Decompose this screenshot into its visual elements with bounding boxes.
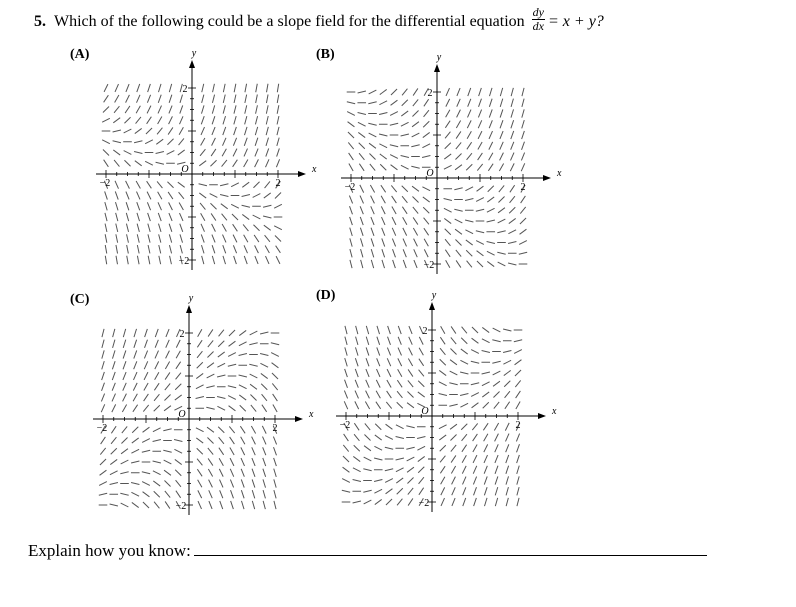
slope-segment xyxy=(504,370,511,375)
slope-segment xyxy=(419,370,424,377)
slope-segment xyxy=(462,466,466,474)
slope-segment xyxy=(461,424,467,430)
slope-segment xyxy=(388,337,391,345)
slope-segment xyxy=(377,347,380,355)
origin-label: O xyxy=(426,168,434,179)
slope-segment xyxy=(452,487,455,495)
slope-segment xyxy=(342,479,350,483)
slope-segment xyxy=(449,383,457,385)
slope-segment xyxy=(517,476,519,484)
slope-segment xyxy=(473,466,476,474)
choice-label-c: (C) xyxy=(70,292,90,307)
slope-segment xyxy=(397,488,403,494)
x-axis-label: x xyxy=(312,164,317,175)
slope-segment xyxy=(388,326,391,334)
slope-segment xyxy=(482,392,489,397)
x-tick-label-neg: −2 xyxy=(344,182,356,193)
slope-segment xyxy=(484,498,487,506)
slope-segment xyxy=(506,455,509,463)
slope-segment xyxy=(397,402,403,408)
y-tick-label-pos: 2 xyxy=(179,329,185,340)
slope-segment xyxy=(471,361,479,363)
slope-segment xyxy=(516,434,519,442)
slope-segment xyxy=(354,445,360,451)
slope-segment xyxy=(376,380,380,388)
slope-segment xyxy=(343,445,348,452)
slope-segment xyxy=(441,487,445,495)
origin-label: O xyxy=(181,164,189,175)
slope-segment xyxy=(377,326,380,334)
slope-segment xyxy=(355,347,358,355)
slope-segment xyxy=(484,466,487,474)
slope-segment xyxy=(385,436,393,440)
slope-segment xyxy=(441,477,445,484)
slope-segment xyxy=(353,501,361,503)
slope-segment xyxy=(495,498,497,506)
slope-segment xyxy=(495,476,498,484)
slope-segment xyxy=(482,327,489,332)
slope-segment xyxy=(408,369,413,376)
slope-segment xyxy=(492,340,500,342)
y-axis-label: y xyxy=(436,52,442,63)
slope-segment xyxy=(441,498,444,506)
slope-segment xyxy=(419,337,423,345)
slope-segment xyxy=(484,476,487,484)
slope-segment xyxy=(515,360,522,365)
slope-segment xyxy=(417,436,425,438)
slope-segment xyxy=(353,456,360,461)
slope-segment xyxy=(387,348,390,356)
slope-segment xyxy=(473,477,476,485)
slope-segment xyxy=(408,488,413,495)
slope-segment xyxy=(451,466,455,473)
slope-segment xyxy=(472,327,478,333)
slope-segment xyxy=(505,402,510,409)
x-tick-label-pos: 2 xyxy=(272,423,278,434)
slope-segment xyxy=(396,436,404,438)
slope-segment xyxy=(451,445,456,452)
slope-segment xyxy=(506,444,509,452)
slope-segment xyxy=(375,435,382,440)
slope-segment xyxy=(387,369,391,377)
slope-segment xyxy=(471,383,479,385)
choice-label-a: (A) xyxy=(70,47,90,62)
slope-segment xyxy=(376,402,381,409)
slope-segment xyxy=(440,359,446,365)
fraction-denominator: dx xyxy=(532,19,544,33)
slope-segment xyxy=(345,369,348,377)
slope-segment xyxy=(364,446,371,451)
fraction-numerator: dy xyxy=(532,5,544,19)
slope-segment xyxy=(408,380,413,387)
question-number: 5. xyxy=(34,13,46,31)
slope-segment xyxy=(450,348,456,354)
slope-segment xyxy=(354,434,359,441)
slope-segment xyxy=(515,380,520,387)
slope-segment xyxy=(439,370,446,375)
slope-segment xyxy=(419,348,423,355)
slope-segment xyxy=(385,447,393,449)
choice-label-d: (D) xyxy=(316,288,336,303)
explain-answer-line[interactable] xyxy=(194,541,707,556)
slope-segment xyxy=(396,458,404,460)
slope-segment xyxy=(440,337,445,344)
slope-segment xyxy=(440,445,446,451)
slope-segment xyxy=(472,423,477,430)
slope-segment xyxy=(504,381,510,387)
y-axis-arrow xyxy=(429,302,435,310)
slope-segment xyxy=(355,380,358,388)
slope-segment xyxy=(377,358,380,366)
slope-segment xyxy=(439,382,447,386)
slope-segment xyxy=(450,434,456,440)
slope-segment xyxy=(375,499,382,504)
slope-segment xyxy=(364,434,370,440)
slope-segment xyxy=(473,434,478,441)
slope-segment xyxy=(387,380,391,387)
slope-segment xyxy=(377,337,380,345)
y-axis-label: y xyxy=(191,48,197,59)
slope-segment xyxy=(517,466,520,474)
equation-rhs: = x + y? xyxy=(548,13,604,31)
x-axis-arrow xyxy=(538,413,546,419)
slope-segment xyxy=(387,358,390,366)
slope-segment xyxy=(344,391,347,399)
slope-segment xyxy=(505,423,509,431)
slope-segment xyxy=(396,425,404,429)
y-tick-label-neg: −2 xyxy=(175,501,187,512)
slope-segment xyxy=(386,402,391,409)
explain-label: Explain how you know: xyxy=(28,541,191,560)
slope-segment xyxy=(495,434,499,442)
slope-segment xyxy=(493,328,501,332)
origin-label: O xyxy=(178,409,186,420)
slope-segment xyxy=(407,467,414,472)
slope-segment xyxy=(386,489,393,494)
slope-segment xyxy=(505,391,510,398)
slope-segment xyxy=(462,327,467,334)
slope-segment xyxy=(493,371,501,375)
slope-segment xyxy=(514,350,522,354)
slope-segment xyxy=(355,358,358,366)
slope-segment xyxy=(387,391,392,398)
slope-segment xyxy=(366,380,369,388)
slope-segment xyxy=(450,424,457,429)
slope-segment xyxy=(460,393,468,395)
slope-segment xyxy=(463,498,466,506)
slope-segment xyxy=(366,358,369,366)
x-tick-label-pos: 2 xyxy=(520,182,526,193)
slope-segment xyxy=(473,445,477,452)
slope-segment xyxy=(463,487,466,495)
slope-segment xyxy=(345,347,347,355)
slope-segment xyxy=(374,458,382,460)
slope-segment xyxy=(506,487,508,495)
slope-segment xyxy=(386,424,393,429)
slope-segment xyxy=(462,445,467,452)
slope-segment xyxy=(494,402,499,409)
slope-segment xyxy=(344,401,347,409)
slope-segment xyxy=(515,370,521,376)
slope-segment xyxy=(451,326,456,333)
slope-segment xyxy=(460,403,468,407)
slope-segment xyxy=(439,425,447,429)
y-axis-label: y xyxy=(431,290,437,301)
slope-segment xyxy=(471,393,479,397)
x-axis-label: x xyxy=(557,168,562,179)
slope-segment xyxy=(345,337,347,345)
slope-segment xyxy=(503,360,511,364)
slope-segment xyxy=(355,391,358,399)
slope-segment xyxy=(355,369,358,377)
slope-segment xyxy=(452,477,456,485)
slope-segment xyxy=(451,455,456,462)
slope-segment xyxy=(495,444,498,452)
slope-segment xyxy=(474,498,477,506)
x-tick-label-neg: −2 xyxy=(99,178,111,189)
slope-segment xyxy=(356,337,358,345)
slope-segment xyxy=(418,381,424,387)
slope-segment xyxy=(450,371,458,375)
slope-segment xyxy=(516,391,521,398)
slope-segment xyxy=(363,490,371,492)
slope-segment xyxy=(492,361,500,363)
slope-segment xyxy=(503,350,511,352)
slope-segment xyxy=(365,423,370,430)
slope-segment xyxy=(408,498,413,505)
slope-segment xyxy=(375,424,381,430)
slope-segment xyxy=(398,337,401,345)
slope-segment xyxy=(461,349,468,354)
slope-segment xyxy=(440,348,445,355)
slope-segment xyxy=(483,423,488,430)
slope-segment xyxy=(484,434,488,441)
slope-segment xyxy=(451,337,456,344)
choice-label-b: (B) xyxy=(316,47,335,62)
slope-segment xyxy=(482,339,490,343)
slope-segment xyxy=(460,372,468,374)
slope-segment xyxy=(506,498,508,506)
slope-segment xyxy=(441,326,445,333)
y-axis-label: y xyxy=(188,293,194,304)
question-text: Which of the following could be a slope field for the differential equation xyxy=(54,13,525,31)
slope-segment xyxy=(473,455,477,463)
slope-segment xyxy=(386,499,392,505)
slope-segment xyxy=(514,340,522,342)
x-axis-label: x xyxy=(552,406,557,417)
x-tick-label-pos: 2 xyxy=(515,420,521,431)
slope-segment xyxy=(354,423,359,430)
slope-segment xyxy=(385,479,393,483)
slope-segment xyxy=(419,488,424,495)
slope-segment xyxy=(385,469,393,471)
slope-segment xyxy=(494,423,498,430)
slope-segment xyxy=(484,444,488,452)
y-tick-label-pos: 2 xyxy=(182,84,188,95)
slope-segment xyxy=(407,457,415,461)
slope-segment xyxy=(506,476,509,484)
slope-segment xyxy=(472,403,479,408)
y-tick-label-pos: 2 xyxy=(422,326,428,337)
slope-segment xyxy=(409,337,412,345)
slope-segment xyxy=(419,477,424,484)
slope-segment xyxy=(406,447,414,449)
slope-segment xyxy=(495,487,498,495)
slope-segment xyxy=(449,404,457,406)
slope-segment xyxy=(366,337,369,345)
slope-segment xyxy=(462,455,466,462)
slope-segment xyxy=(472,338,479,343)
y-tick-label-neg: −2 xyxy=(418,498,430,509)
slope-segment xyxy=(493,391,499,397)
slope-segment xyxy=(398,326,401,334)
slope-segment xyxy=(396,478,403,483)
slope-segment xyxy=(463,477,466,485)
slope-segment xyxy=(408,359,412,366)
slope-segment xyxy=(418,456,425,461)
slope-segment xyxy=(409,326,412,334)
x-tick-label-pos: 2 xyxy=(275,178,281,189)
slope-segment xyxy=(517,455,520,463)
slope-segment xyxy=(461,338,467,344)
slope-segment xyxy=(376,391,380,398)
slope-segment xyxy=(474,487,477,495)
slope-segment xyxy=(452,498,455,506)
y-tick-label-neg: −2 xyxy=(423,260,435,271)
slope-segment xyxy=(396,468,404,472)
slope-segment xyxy=(517,487,519,495)
slope-segment xyxy=(345,326,347,334)
slope-segment xyxy=(450,360,457,365)
slope-segment xyxy=(397,380,402,387)
slope-segment xyxy=(366,347,369,355)
slope-segment xyxy=(506,434,509,442)
slope-segment xyxy=(365,402,369,409)
y-tick-label-neg: −2 xyxy=(178,256,190,267)
slope-segment xyxy=(363,469,371,471)
slope-segment xyxy=(398,358,402,366)
slope-segment xyxy=(364,457,372,461)
slope-segment xyxy=(374,479,382,481)
slope-segment xyxy=(343,456,349,462)
slope-segment xyxy=(342,490,350,492)
slope-segment xyxy=(460,360,468,364)
slope-segment xyxy=(418,392,425,397)
slope-segment xyxy=(397,391,402,398)
slope-segment xyxy=(462,434,467,441)
slope-segment xyxy=(484,487,487,495)
slope-segment xyxy=(516,402,520,409)
slope-segment xyxy=(418,467,424,473)
slope-segment xyxy=(355,401,359,409)
slope-segment xyxy=(353,479,361,481)
slope-segment xyxy=(377,369,380,377)
slope-segment xyxy=(345,358,348,366)
slope-segment xyxy=(495,455,498,463)
x-axis-label: x xyxy=(309,409,314,420)
origin-label: O xyxy=(421,406,429,417)
slope-segment xyxy=(398,348,401,356)
slope-segment xyxy=(483,402,489,408)
slope-segment xyxy=(439,393,447,395)
x-tick-label-neg: −2 xyxy=(96,423,108,434)
slope-segment xyxy=(406,426,414,428)
slope-segment xyxy=(439,435,446,440)
slope-segment xyxy=(353,468,361,472)
slope-segment xyxy=(440,466,445,473)
slope-segment xyxy=(366,326,368,334)
slope-segment xyxy=(366,369,369,377)
slope-segment xyxy=(440,456,445,463)
slope-segment xyxy=(482,382,490,386)
slope-segment xyxy=(482,350,490,352)
slope-segment xyxy=(484,455,487,463)
slope-segment xyxy=(471,350,479,354)
slope-segment xyxy=(345,380,348,388)
slope-segment xyxy=(517,498,519,506)
slope-segment xyxy=(417,446,425,450)
slope-segment xyxy=(344,434,349,441)
slope-segment xyxy=(419,359,424,366)
slope-segment xyxy=(398,369,402,376)
y-tick-label-pos: 2 xyxy=(427,88,433,99)
slope-segment xyxy=(503,329,511,331)
explain-prompt xyxy=(28,541,707,561)
x-tick-label-neg: −2 xyxy=(339,420,351,431)
slope-segment xyxy=(517,444,520,452)
slope-segment xyxy=(407,403,414,408)
slope-segment xyxy=(407,391,413,397)
slope-segment xyxy=(506,466,509,474)
slope-segment xyxy=(493,381,500,386)
slope-segment xyxy=(482,372,490,374)
slope-segment xyxy=(397,499,402,506)
slope-segment xyxy=(495,466,498,474)
slope-segment xyxy=(356,326,358,334)
slope-segment xyxy=(364,500,372,504)
slope-segment xyxy=(374,489,382,493)
slope-segment xyxy=(407,477,413,483)
slope-segment xyxy=(366,391,370,399)
slope-segment xyxy=(374,446,382,450)
slope-segment xyxy=(409,348,413,356)
slope-segment xyxy=(343,467,350,472)
